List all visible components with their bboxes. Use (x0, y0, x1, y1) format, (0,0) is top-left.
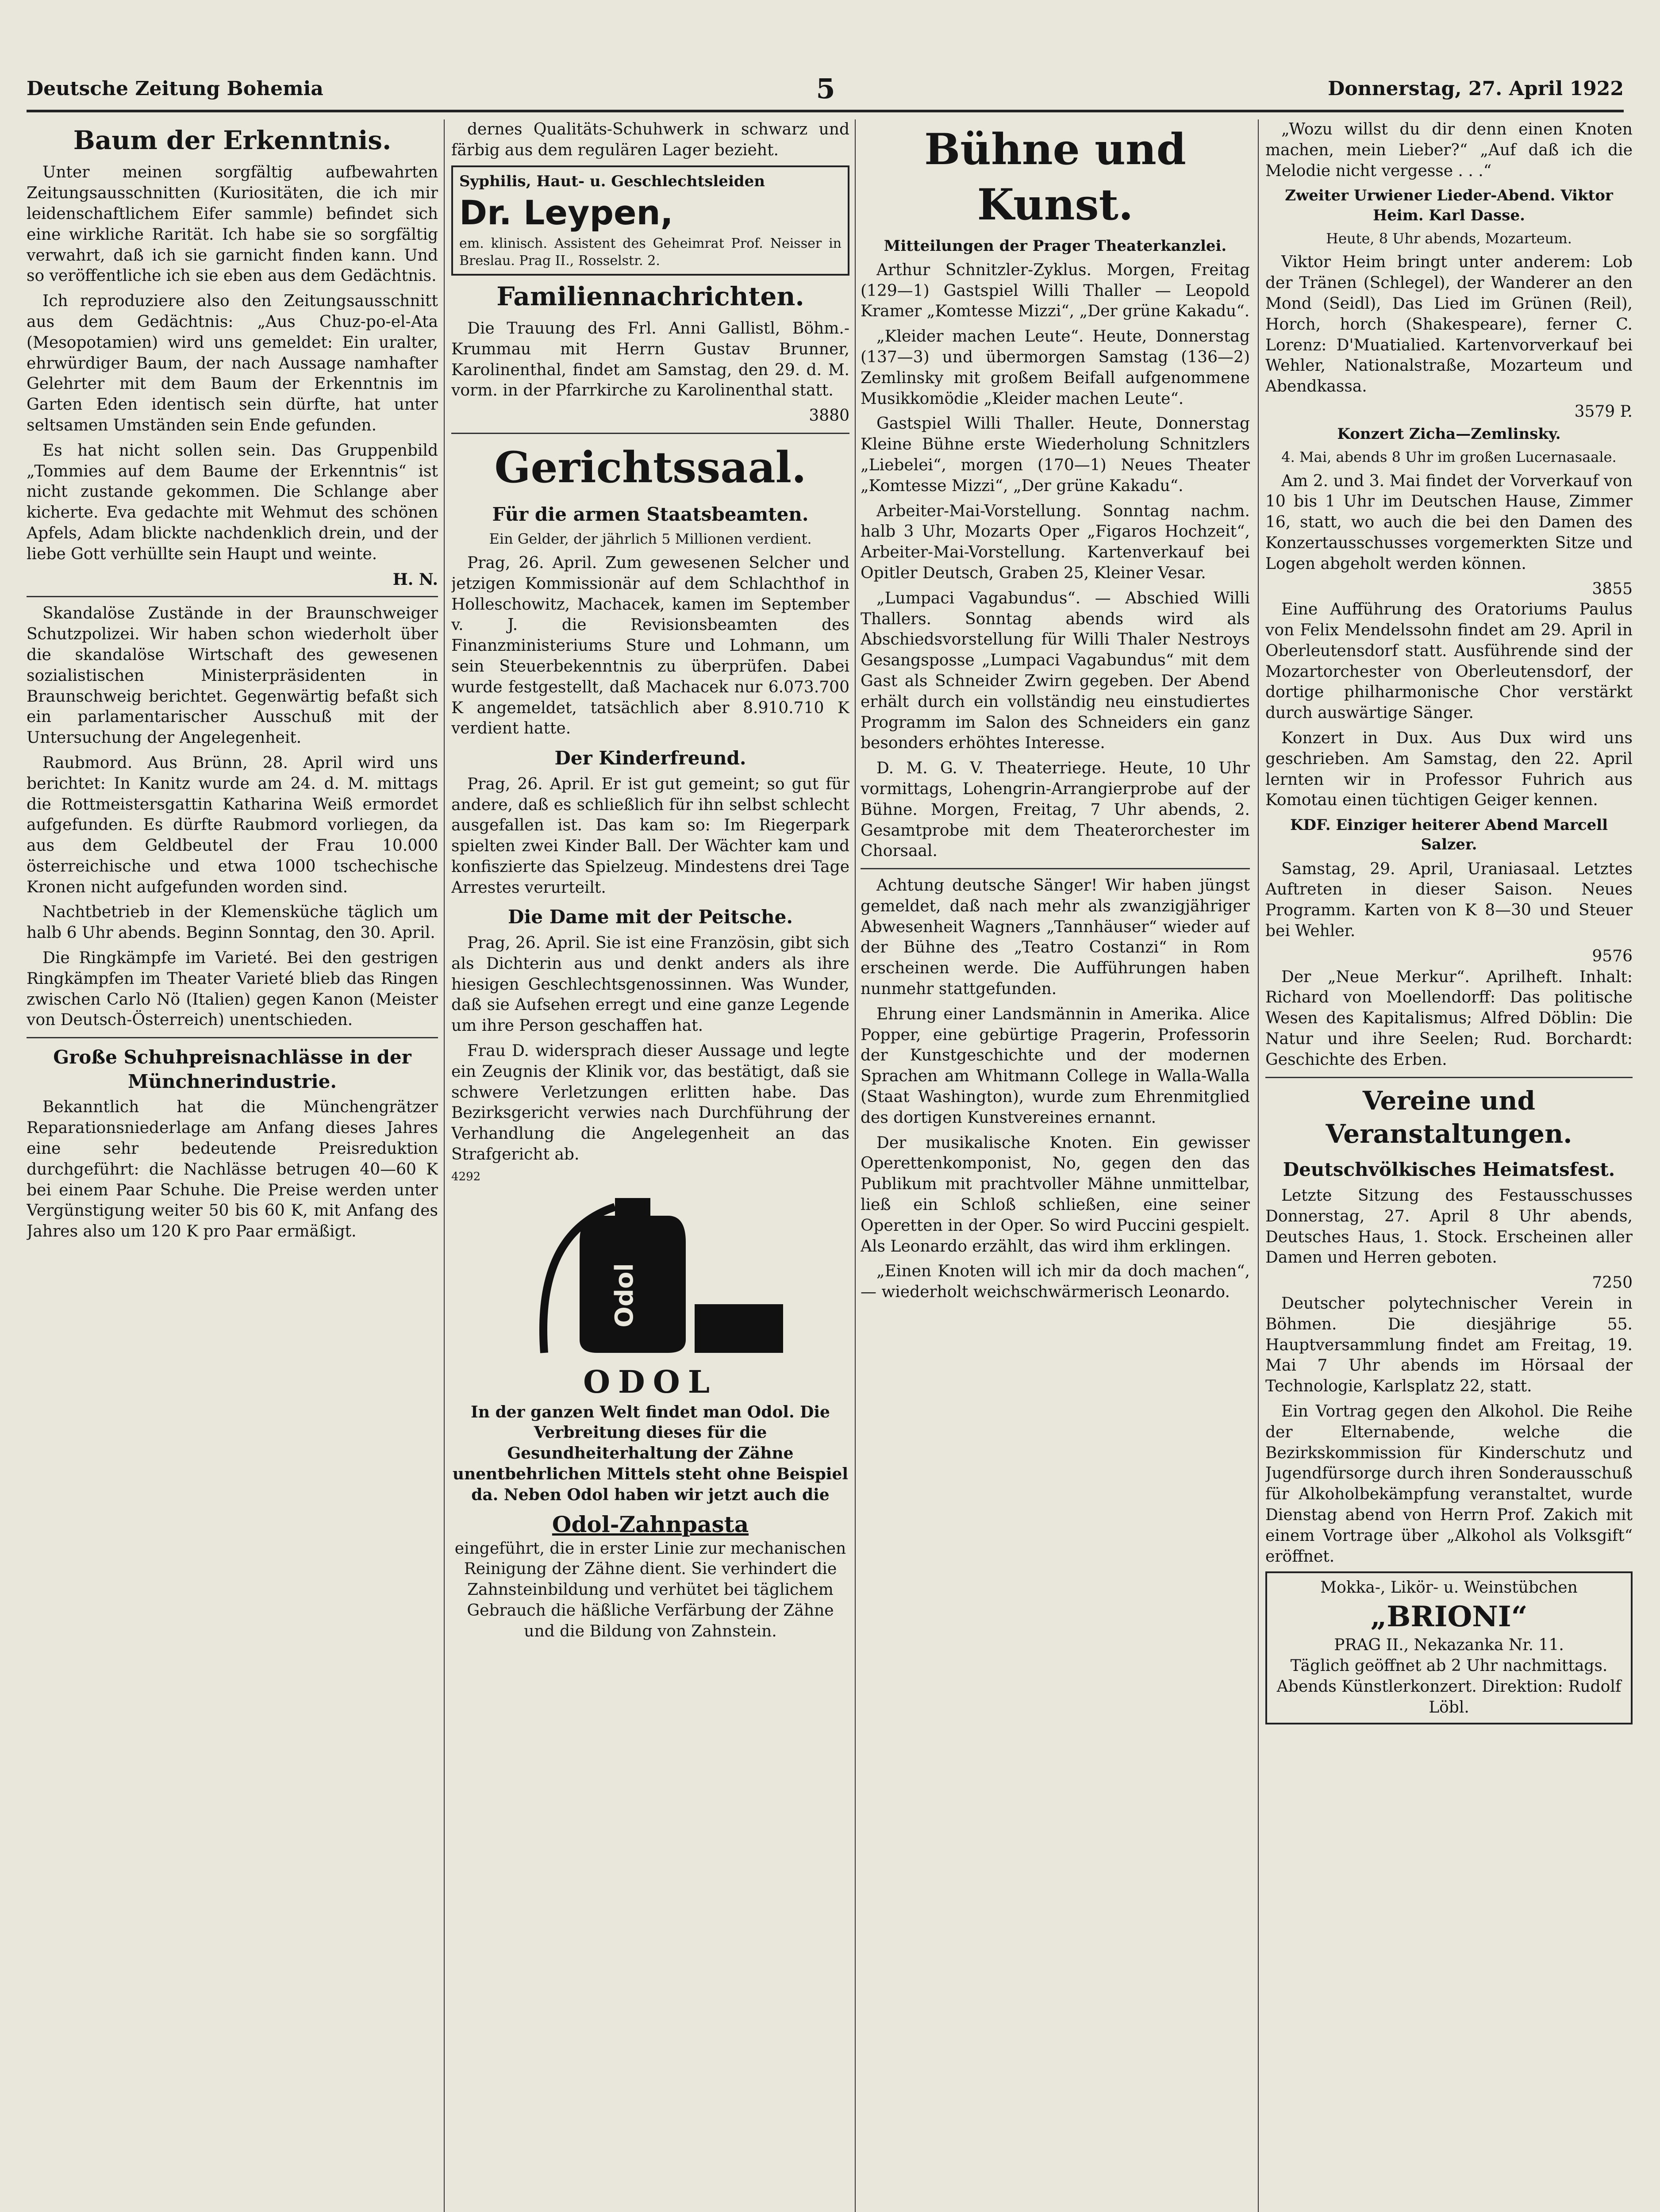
divider (27, 1037, 438, 1038)
column-rule (444, 119, 445, 2212)
column-3 (861, 119, 1250, 2212)
article-title-kinder: Der Kinderfreund. (554, 747, 746, 769)
article-paragraph: dernes Qualitäts-Schuhwerk in schwarz und färbig aus dem regulären Lager bezieht. (451, 120, 849, 159)
brioni-ad-topline: Mokka-, Likör- u. Weinstübchen (1320, 1578, 1578, 1597)
article-title-beamte: Für die armen Staatsbeamten. (492, 503, 809, 525)
article-paragraph: Prag, 26. April. Sie ist eine Französin, gibt sich als Dichterin aus und denkt anders als ihre hiesigen Geschlechtsgenossinnen. Was Wunder, daß sie Aufsehen erregt und eine ganze Legende um ihre Person geschaffen hat. (451, 934, 849, 1035)
notice-number: 9576 (1592, 947, 1633, 965)
article-paragraph: Prag, 26. April. Zum gewesenen Selcher und jetzigen Kommissionär auf dem Schlachthof in Holleschowitz, Machacek, kamen im September v. J. die Revisionsbeamten des Finanzministeriums Sture und Lohmann, um sein Steuerbekenntnis zu überprüfen. Dabei wurde festgestellt, daß Machacek nur 6.073.700 K angemeldet, tatsächlich aber 8.910.710 K verdient hatte. (451, 553, 849, 738)
article-paragraph: Skandalöse Zustände in der Braunschweiger Schutzpolizei. Wir haben schon wiederholt über die skandalöse Wirtschaft des gewesenen sozialistischen Ministerpräsidenten in Braunschweig berichtet. Gegenwärtig befaßt sich ein parlamentarischer Ausschuß mit der Untersuchung der Angelegenheit. (27, 604, 438, 747)
article-paragraph: Konzert in Dux. Aus Dux wird uns geschrieben. Am Samstag, den 22. April lernten wir in Professor Fuhrich aus Komotau einen tüchtigen Geiger kennen. (1265, 729, 1633, 810)
paper-name: Deutsche Zeitung Bohemia (27, 77, 323, 100)
article-paragraph: Viktor Heim bringt unter anderem: Lob der Tränen (Schlegel), der Wanderer an den Mond (Seidl), Das Lied im Grünen (Reil), Horch, horch (Shakespeare), ferner C. Lorenz: D'Muatialied. Kartenvorverkauf bei Wehler, Nationalstraße, Mozarteum und Abendkassa. (1265, 253, 1633, 396)
brioni-ad-address: PRAG II., Nekazanka Nr. 11. (1334, 1636, 1564, 1655)
section-title-vereine: Vereine und Veranstaltungen. (1326, 1085, 1572, 1149)
section-title-gericht: Gerichtssaal. (494, 442, 807, 492)
brioni-ad-hours: Täglich geöffnet ab 2 Uhr nachmittags. (1290, 1657, 1608, 1675)
leypen-ad (451, 165, 849, 276)
event-title-kdf: KDF. Einziger heiterer Abend Marcell Salzer. (1290, 816, 1608, 854)
article-paragraph: Eine Aufführung des Oratoriums Paulus von Felix Mendelssohn findet am 29. April in Oberleutensdorf statt. Ausführende sind der Mozartorchester von Oberleutensdorf, der dortige philharmonische Chor verstärkt durch auswärtige Sänger. (1265, 600, 1633, 722)
article-paragraph: Nachtbetrieb in der Klemensküche täglich um halb 6 Uhr abends. Beginn Sonntag, den 30. April. (27, 903, 438, 942)
article-title-baum: Baum der Erkenntnis. (73, 125, 392, 155)
column-4 (1265, 119, 1633, 2212)
divider (861, 868, 1250, 869)
article-paragraph: Letzte Sitzung des Festausschusses Donnerstag, 27. April 8 Uhr abends, Deutsches Haus, 1. Stock. Erscheinen aller Damen und Herren geboten. (1265, 1186, 1633, 1267)
leypen-ad-detail: em. klinisch. Assistent des Geheimrat Prof. Neisser in Breslau. Prag II., Rosselstr. 2. (459, 235, 842, 269)
article-paragraph: Samstag, 29. April, Uraniasaal. Letztes Auftreten in dieser Saison. Neues Programm. Karten von K 8—30 und Steuer bei Wehler. (1265, 860, 1633, 941)
notice-number: 3880 (809, 407, 849, 425)
article-paragraph: Ein Vortrag gegen den Alkohol. Die Reihe der Elternabende, welche die Bezirkskommission für Kinderschutz und Jugendfürsorge durch ihren Sonderausschuß für Alkoholbekämpfung veranstaltet, wurde Dienstag abend von Herrn Prof. Zakich mit einem Vortrage über „Alkohol als Volksgift“ eröffnet. (1265, 1402, 1633, 1566)
article-paragraph: D. M. G. V. Theaterriege. Heute, 10 Uhr vormittags, Lohengrin-Arrangierprobe auf der Bühne. Morgen, Freitag, 7 Uhr abends, 2. Gesamtprobe mit dem Theaterorchester im Chorsaal. (861, 759, 1250, 860)
brioni-ad-name: „BRIONI“ (1370, 1600, 1528, 1634)
notice-number: 3579 P. (1574, 402, 1633, 421)
odol-tagline: In der ganzen Welt findet man Odol. Die Verbreitung dieses für die Gesundheiterhaltung der Zähne unentbehrlichen Mittels steht ohne Beispiel da. Neben Odol haben wir jetzt auch die (452, 1402, 849, 1504)
article-title-heimat: Deutschvölkisches Heimatsfest. (1283, 1159, 1615, 1181)
notice-number: 7250 (1592, 1274, 1633, 1292)
column-1 (27, 119, 438, 2212)
article-paragraph: Am 2. und 3. Mai findet der Vorverkauf von 10 bis 1 Uhr im Deutschen Hause, Zimmer 16, statt, wo auch die bei den Damen des Konzertausschusses vorgemerkten Sitze und Logen abgeholt werden können. (1265, 472, 1633, 573)
article-title-schuh: Große Schuhpreisnachlässe in der Münchnerindustrie. (53, 1046, 411, 1092)
article-paragraph: Achtung deutsche Sänger! Wir haben jüngst gemeldet, daß nach mehr als zwanzigjähriger Abwesenheit Wagners „Tannhäuser“ wieder auf der Bühne des „Teatro Costanzi“ in Rom erscheinen werde. Die Aufführungen haben nunmehr stattgefunden. (861, 876, 1250, 998)
article-signature: H. N. (392, 570, 438, 589)
section-title-familie: Familiennachrichten. (496, 281, 804, 311)
divider (27, 596, 438, 597)
column-2 (451, 119, 849, 2212)
odol-paste-title: Odol-Zahnpasta (552, 1511, 749, 1537)
notice-number: 3855 (1592, 580, 1633, 598)
odol-bottle-icon (509, 1189, 792, 1357)
event-title-zicha: Konzert Zicha—Zemlinsky. (1337, 425, 1561, 443)
article-paragraph: Die Trauung des Frl. Anni Gallistl, Böhm.-Krummau mit Herrn Gustav Brunner, Karolinenthal, findet am Samstag, den 29. d. M. vorm. in der Pfarrkirche zu Karolinenthal statt. (451, 319, 849, 400)
divider (451, 433, 849, 434)
article-subtitle: Mitteilungen der Prager Theaterkanzlei. (884, 237, 1227, 255)
page-number: 5 (816, 72, 835, 105)
article-paragraph: „Einen Knoten will ich mir da doch machen“, — wiederholt weichschwärmerisch Leonardo. (861, 1262, 1250, 1302)
article-paragraph: Unter meinen sorgfältig aufbewahrten Zeitungsausschnitten (Kuriositäten, die ich mir leidenschaftlichem Eifer sammle) befindet sich eine wirkliche Rarität. Ich habe sie so sorgfältig verwahrt, daß ich sie garnicht finden kann. Und so veröffentliche ich sie eben aus dem Gedächtnis. (27, 163, 438, 285)
article-paragraph: Arbeiter-Mai-Vorstellung. Sonntag nachm. halb 3 Uhr, Mozarts Oper „Figaros Hochzeit“, Arbeiter-Mai-Vorstellung. Kartenverkauf bei Opitler Deutsch, Graben 25, Kleiner Vesar. (861, 502, 1250, 582)
article-paragraph: Prag, 26. April. Er ist gut gemeint; so gut für andere, daß es schließlich für ihn selbst schlecht ausgefallen ist. Das kam so: Im Riegerpark spielten zwei Kinder Ball. Der Wächter kam und konfiszierte das Spielzeug. Mindestens drei Tage Arrestes verurteilt. (451, 775, 849, 897)
brioni-ad (1265, 1571, 1633, 1724)
article-paragraph: Der musikalische Knoten. Ein gewisser Operettenkomponist, No, gegen den das Publikum mit prachtvoller Mähne unmittelbar, ließ ein Schloß schließen, eine seiner Operetten in der Oper. So wird Puccini gespielt. Als Leonardo erzählt, das wird ihm erklingen. (861, 1133, 1250, 1256)
column-rule (1258, 119, 1259, 2212)
article-paragraph: Bekanntlich hat die Münchengrätzer Reparationsniederlage am Anfang dieses Jahres eine sehr bedeutende Preisreduktion durchgeführt: die Nachlässe betrugen 40—60 K bei einem Paar Schuhe. Die Preise werden unter Vergünstigung weiter 50 bis 60 K, mit Anfang des Jahres also um 120 K pro Paar ermäßigt. (27, 1098, 438, 1241)
brioni-ad-concert: Abends Künstlerkonzert. Direktion: Rudolf Löbl. (1276, 1677, 1622, 1717)
article-paragraph: Die Ringkämpfe im Varieté. Bei den gestrigen Ringkämpfen im Theater Varieté blieb das Ringen zwischen Carlo Nö (Italien) gegen Kanon (Meister von Deutsch-Österreich) unentschieden. (27, 949, 438, 1029)
column-rule (855, 119, 856, 2212)
odol-ad (451, 1170, 849, 1642)
article-paragraph: Der „Neue Merkur“. Aprilheft. Inhalt: Richard von Moellendorff: Das politische Wesen des Kapitalismus; Alfred Döblin: Die Natur und ihre Seelen; Rud. Borchardt: Geschichte des Erben. (1265, 968, 1633, 1069)
odol-bottle-label: Odol (610, 1263, 639, 1328)
ad-number: 4292 (451, 1170, 481, 1183)
article-paragraph: „Kleider machen Leute“. Heute, Donnerstag (137—3) und übermorgen Samstag (136—2) Zemlinsky mit großem Beifall aufgenommene Musikkomödie „Kleider machen Leute“. (861, 327, 1250, 408)
article-paragraph: Frau D. widersprach dieser Aussage und legte ein Zeugnis der Klinik vor, das bestätigt, daß sie schwere Verletzungen erlitten habe. Das Bezirksgericht verwies nach Durchführung der Verhandlung die Angelegenheit an das Strafgericht ab. (451, 1042, 849, 1164)
article-paragraph: Ich reproduziere also den Zeitungsausschnitt aus dem Gedächtnis: „Aus Chuz-po-el-Ata (Mesopotamien) wird uns gemeldet: Ein uralter, ehrwürdiger Baum, der nach Aussage namhafter Gelehrter mit dem Baum der Erkenntnis im Garten Eden identisch sein dürfte, hat unter seltsamen Umständen sein Ende gefunden. (27, 292, 438, 434)
event-time: 4. Mai, abends 8 Uhr im großen Lucernasaale. (1281, 448, 1617, 465)
divider (1265, 1077, 1633, 1078)
article-paragraph: Ehrung einer Landsmännin in Amerika. Alice Popper, eine gebürtige Pragerin, Professorin der Kunstgeschichte und der modernen Sprachen am Whitmann College in Walla-Walla (Staat Washington), wurde zum Ehrenmitglied des dortigen Kunstvereines ernannt. (861, 1005, 1250, 1127)
article-paragraph: Raubmord. Aus Brünn, 28. April wird uns berichtet: In Kanitz wurde am 24. d. M. mittags die Rottmeistersgattin Katharina Weiß ermordet aufgefunden. Es dürfte Raubmord vorliegen, da aus dem Geldbeutel der Frau 10.000 österreichische und etwa 1000 tschechische Kronen nicht aufgefunden worden sind. (27, 753, 438, 896)
odol-paste-text: eingeführt, die in erster Linie zur mechanischen Reinigung der Zähne dient. Sie verhindert die Zahnsteinbildung und verhütet bei täglichem Gebrauch die häßliche Verfärbung der Zähne und die Bildung von Zahnstein. (454, 1539, 846, 1640)
article-title-dame: Die Dame mit der Peitsche. (507, 906, 793, 928)
issue-date: Donnerstag, 27. April 1922 (1328, 77, 1624, 100)
article-paragraph: „Wozu willst du dir denn einen Knoten machen, mein Lieber?“ „Auf daß ich die Melodie nicht vergesse . . .“ (1265, 120, 1633, 180)
article-subtitle: Ein Gelder, der jährlich 5 Millionen verdient. (489, 530, 812, 548)
article-paragraph: Es hat nicht sollen sein. Das Gruppenbild „Tommies auf dem Baume der Erkenntnis“ ist nicht zustande gekommen. Die Schlange aber kicherte. Eva gedachte mit Wehmut des schönen Apfels, Adam blickte nachdenklich drein, und der liebe Gott verhüllte sein Haupt und weinte. (27, 441, 438, 563)
article-paragraph: Arthur Schnitzler-Zyklus. Morgen, Freitag (129—1) Gastspiel Willi Thaller — Leopold Kramer „Komtesse Mizzi“, „Der grüne Kakadu“. (861, 261, 1250, 321)
odol-wordmark: ODOL (583, 1363, 718, 1400)
article-paragraph: Gastspiel Willi Thaller. Heute, Donnerstag Kleine Bühne erste Wiederholung Schnitzlers „Liebelei“, morgen (170—1) Neues Theater „Komtesse Mizzi“, „Der grüne Kakadu“. (861, 415, 1250, 495)
leypen-ad-name: Dr. Leypen, (459, 192, 673, 232)
page-header (27, 71, 1624, 112)
section-title-buehne: Bühne und Kunst. (924, 124, 1186, 230)
leypen-ad-topline: Syphilis, Haut- u. Geschlechtsleiden (459, 172, 765, 190)
event-title-urwiener: Zweiter Urwiener Lieder-Abend. Viktor Heim. Karl Dasse. (1285, 187, 1613, 224)
article-paragraph: „Lumpaci Vagabundus“. — Abschied Willi Thallers. Sonntag abends wird als Abschiedsvorstellung für Willi Thaler Nestroys Gesangsposse „Lumpaci Vagabundus“ mit dem Gast als Schneider Zwirn gegeben. Der Abend erhält durch ein vollständig neu einstudiertes Programm im Salon des Schneiders ein ganz besonders erhöhtes Interesse. (861, 589, 1250, 753)
event-time: Heute, 8 Uhr abends, Mozarteum. (1326, 230, 1572, 247)
article-paragraph: Deutscher polytechnischer Verein in Böhmen. Die diesjährige 55. Hauptversammlung findet am Freitag, 19. Mai 7 Uhr abends im Hörsaal der Technologie, Karlsplatz 22, statt. (1265, 1294, 1633, 1396)
